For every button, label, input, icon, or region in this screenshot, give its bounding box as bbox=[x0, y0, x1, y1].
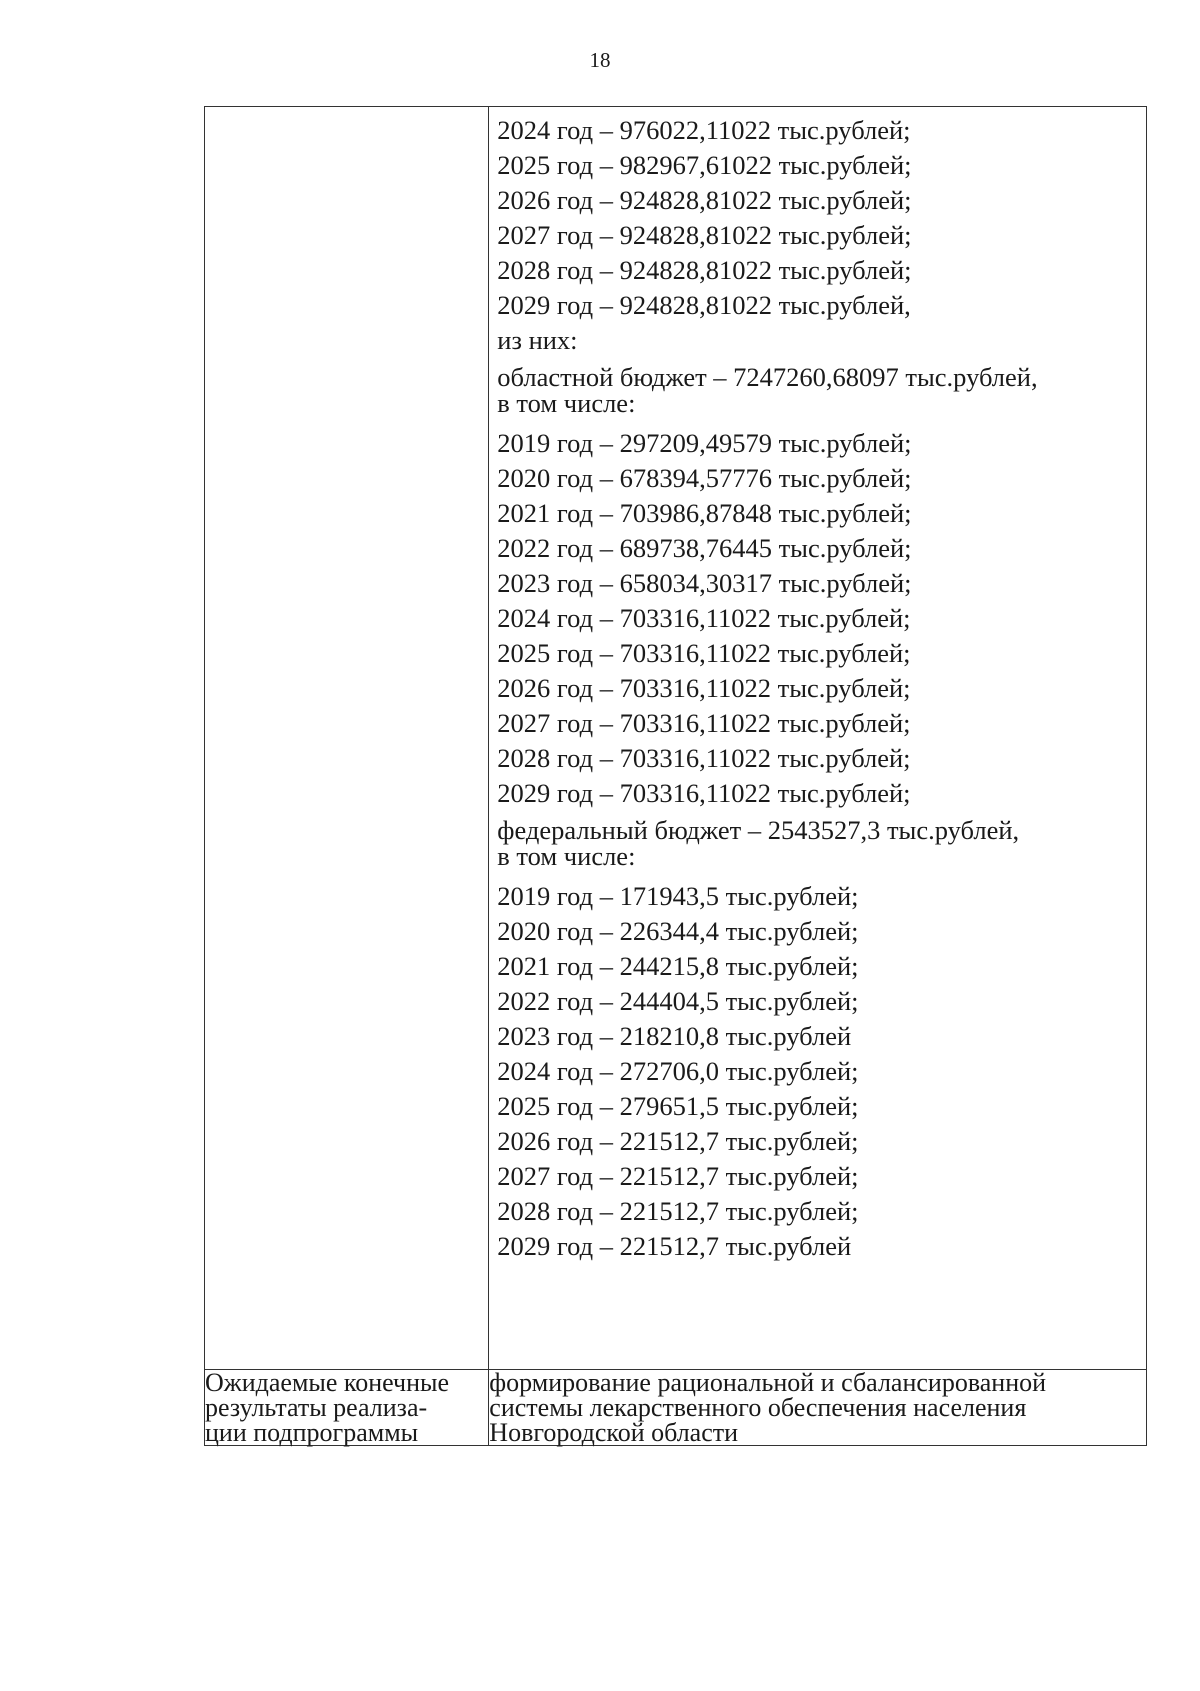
expected-results-label bbox=[205, 1370, 489, 1446]
expected-results-value-line: формирование рациональной и сбалансированной bbox=[489, 1368, 1047, 1397]
regional-budget-title: областной бюджет – 7247260,68097 тыс.рублей, bbox=[497, 362, 1038, 392]
total-year-line: 2027 год – 924828,81022 тыс.рублей; bbox=[497, 220, 912, 250]
expected-results-value bbox=[489, 1370, 1147, 1446]
regional-year-line: 2029 год – 703316,11022 тыс.рублей; bbox=[497, 778, 911, 808]
federal-year-line: 2020 год – 226344,4 тыс.рублей; bbox=[497, 916, 859, 946]
expected-results-row bbox=[205, 1370, 1147, 1446]
federal-year-line: 2022 год – 244404,5 тыс.рублей; bbox=[497, 986, 859, 1016]
of-which-label: из них: bbox=[497, 325, 578, 355]
regional-year-line: 2022 год – 689738,76445 тыс.рублей; bbox=[497, 533, 912, 563]
federal-year-line: 2019 год – 171943,5 тыс.рублей; bbox=[497, 881, 859, 911]
total-year-line: 2029 год – 924828,81022 тыс.рублей, bbox=[497, 290, 911, 320]
expected-results-value-line: Новгородской области bbox=[489, 1418, 739, 1447]
federal-including-label: в том числе: bbox=[497, 841, 636, 871]
total-year-line: 2024 год – 976022,11022 тыс.рублей; bbox=[497, 115, 911, 145]
regional-year-line: 2019 год – 297209,49579 тыс.рублей; bbox=[497, 428, 912, 458]
expected-results-value-line: системы лекарственного обеспечения населения bbox=[489, 1393, 1027, 1422]
page-number: 18 bbox=[589, 48, 611, 72]
financing-value-cell bbox=[489, 107, 1147, 1370]
federal-year-line: 2027 год – 221512,7 тыс.рублей; bbox=[497, 1161, 859, 1191]
expected-results-label-line: результаты реализа- bbox=[205, 1393, 428, 1422]
regional-year-line: 2027 год – 703316,11022 тыс.рублей; bbox=[497, 708, 911, 738]
federal-budget-title: федеральный бюджет – 2543527,3 тыс.рублей, bbox=[497, 815, 1020, 845]
regional-year-line: 2025 год – 703316,11022 тыс.рублей; bbox=[497, 638, 911, 668]
regional-year-line: 2023 год – 658034,30317 тыс.рублей; bbox=[497, 568, 912, 598]
financing-row bbox=[205, 107, 1147, 1370]
regional-year-line: 2024 год – 703316,11022 тыс.рублей; bbox=[497, 603, 911, 633]
federal-year-line: 2024 год – 272706,0 тыс.рублей; bbox=[497, 1056, 859, 1086]
total-year-line: 2028 год – 924828,81022 тыс.рублей; bbox=[497, 255, 912, 285]
federal-year-line: 2021 год – 244215,8 тыс.рублей; bbox=[497, 951, 859, 981]
subprogram-passport-table bbox=[204, 106, 1147, 1446]
regional-including-label: в том числе: bbox=[497, 388, 636, 418]
federal-year-line: 2029 год – 221512,7 тыс.рублей bbox=[497, 1231, 852, 1261]
regional-year-line: 2021 год – 703986,87848 тыс.рублей; bbox=[497, 498, 912, 528]
regional-year-line: 2026 год – 703316,11022 тыс.рублей; bbox=[497, 673, 911, 703]
expected-results-label-line: Ожидаемые конечные bbox=[205, 1368, 450, 1397]
federal-year-line: 2023 год – 218210,8 тыс.рублей bbox=[497, 1021, 852, 1051]
regional-year-line: 2020 год – 678394,57776 тыс.рублей; bbox=[497, 463, 912, 493]
federal-year-line: 2028 год – 221512,7 тыс.рублей; bbox=[497, 1196, 859, 1226]
financing-label-cell bbox=[205, 107, 489, 1370]
total-year-line: 2026 год – 924828,81022 тыс.рублей; bbox=[497, 185, 912, 215]
federal-year-line: 2026 год – 221512,7 тыс.рублей; bbox=[497, 1126, 859, 1156]
federal-year-line: 2025 год – 279651,5 тыс.рублей; bbox=[497, 1091, 859, 1121]
expected-results-label-line: ции подпрограммы bbox=[205, 1418, 419, 1447]
regional-year-line: 2028 год – 703316,11022 тыс.рублей; bbox=[497, 743, 911, 773]
total-year-line: 2025 год – 982967,61022 тыс.рублей; bbox=[497, 150, 912, 180]
